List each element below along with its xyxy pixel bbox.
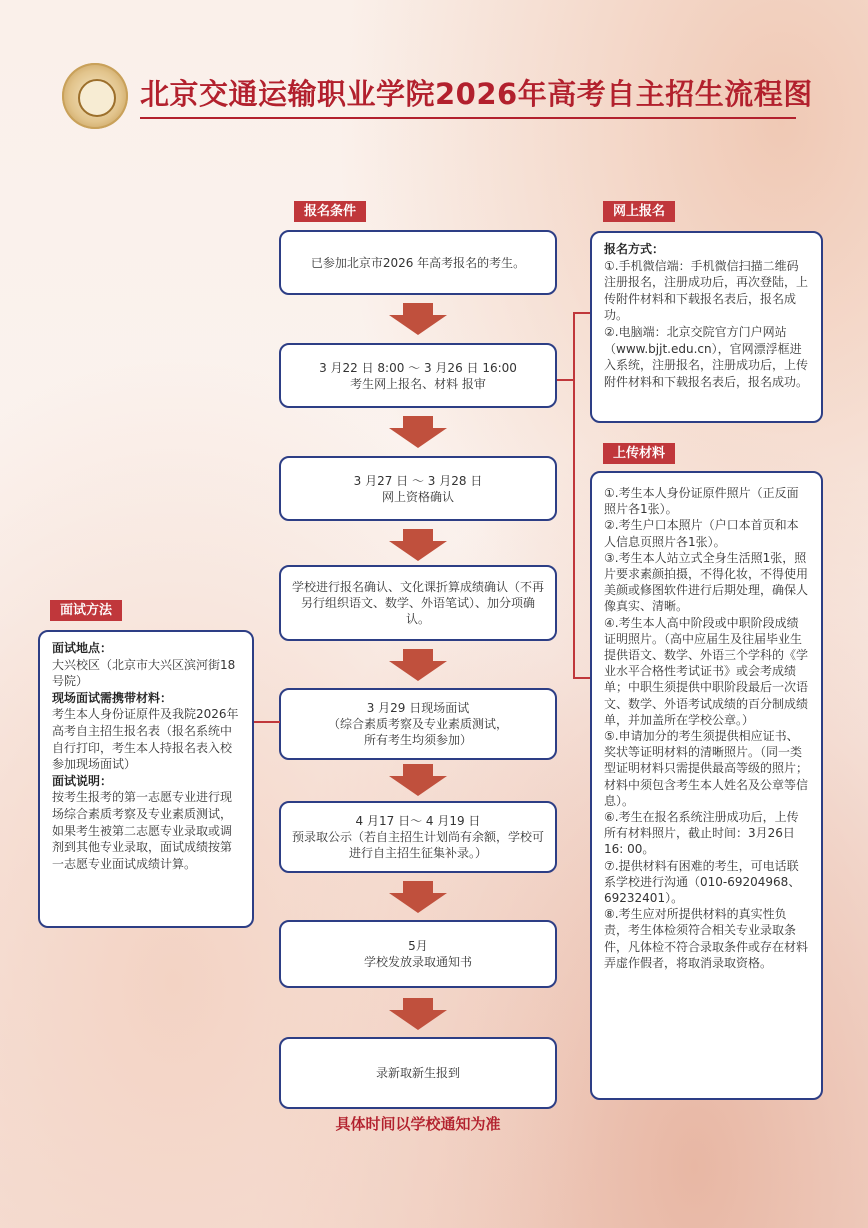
step-7 xyxy=(279,920,557,988)
interview-materials: 考生本人身份证原件及我院2026年高考自主招生报名表（报名系统中自行打印，考生本人持报名表入校参加现场面试） xyxy=(52,707,239,772)
step-7-line-1: 5月 xyxy=(408,939,428,953)
tag-online: 网上报名 xyxy=(603,201,675,222)
interview-notes-heading: 面试说明： xyxy=(52,773,113,788)
step-8 xyxy=(279,1037,557,1109)
step-5-line-3: 所有考生均须参加） xyxy=(363,733,472,747)
step-6 xyxy=(279,801,557,873)
step-4-line-1: 学校进行报名确认、文化课折算成绩确认（不再另行组织语文、数学、外语笔试）、加分项确认。 xyxy=(291,580,544,626)
down-arrow-icon xyxy=(389,764,447,796)
college-logo xyxy=(62,63,128,129)
upload-item-7: ⑦.提供材料有困难的考生，可电话联系学校进行沟通（010-69204968、69232401）。 xyxy=(604,858,801,906)
upload-item-3: ③.考生本人站立式全身生活照1张，照片要求素颜拍摄，不得化妆，不得使用美颜或修图软件进行后期处理，确保人像真实、清晰。 xyxy=(604,550,809,614)
tag-interview: 面试方法 xyxy=(50,600,122,621)
step-2-line-2: 考生网上报名、材料 报审 xyxy=(350,376,486,391)
step-1-line-1: 已参加北京市2026 年高考报名的考生。 xyxy=(310,255,526,270)
upload-item-8: ⑧.考生应对所提供材料的真实性负责，考生体检须符合相关专业录取条件，凡体检不符合录取条件或存在材料弄虚作假者，将取消录取资格。 xyxy=(604,907,809,970)
step-4 xyxy=(279,565,557,641)
step-5-line-2: （综合素质考察及专业素质测试， xyxy=(327,717,508,731)
page-title: 北京交通运输职业学院2026年高考自主招生流程图 xyxy=(140,77,813,111)
tag-upload: 上传材料 xyxy=(603,443,675,464)
connector-upload xyxy=(573,677,591,679)
upload-item-4: ④.考生本人高中阶段或中职阶段成绩证明照片。（高中应届生及往届毕业生提供语文、数学、外语三个学科的《学业水平合格性考试证书》或会考成绩单；中职生须提供中职阶段最后一次语文、数学、外语考试成绩的百分制成绩单，并加盖所在学校公章。） xyxy=(604,615,809,727)
tag-conditions: 报名条件 xyxy=(294,201,366,222)
step-5 xyxy=(279,688,557,760)
upload-item-2: ②.考生户口本照片（户口本首页和本人信息页照片各1张）。 xyxy=(604,518,799,549)
title-divider xyxy=(140,117,796,119)
down-arrow-icon xyxy=(389,881,447,913)
connector-right-vertical xyxy=(573,312,575,678)
step-8-line-1: 录新取新生报到 xyxy=(375,1066,460,1080)
upload-item-5: ⑤.申请加分的考生须提供相应证书、奖状等证明材料的清晰照片。（同一类型证明材料只需提供最高等级的照片；材料中须包含考生本人姓名及公章等信息）。 xyxy=(604,729,809,808)
interview-location: 大兴校区（北京市大兴区滨河街18 号院） xyxy=(52,657,236,689)
step-7-line-2: 学校发放录取通知书 xyxy=(363,955,472,969)
upload-item-6: ⑥.考生在报名系统注册成功后，上传所有材料照片，截止时间：3月26日16: 00。 xyxy=(604,810,799,857)
down-arrow-icon xyxy=(389,649,447,681)
interview-panel xyxy=(38,630,254,928)
online-method-pc: ②.电脑端：北京交院官方门户网站（www.bjjt.edu.cn），官网漂浮框进入系统，注册报名，注册成功后，上传附件材料和下载报名表后，报名成功。 xyxy=(604,324,809,389)
step-3 xyxy=(279,456,557,521)
down-arrow-icon xyxy=(389,416,447,448)
interview-notes: 按考生报考的第一志愿专业进行现场综合素质考察及专业素质测试，如果考生被第二志愿专业录取或调剂到其他专业录取，面试成绩按第一志愿专业面试成绩计算。 xyxy=(52,790,233,871)
down-arrow-icon xyxy=(389,303,447,335)
connector-online xyxy=(573,312,591,314)
online-registration-panel xyxy=(590,231,823,423)
step-5-line-1: 3 月29 日现场面试 xyxy=(366,701,470,715)
connector-interview xyxy=(253,721,280,723)
footer-note: 具体时间以学校通知为准 xyxy=(335,1115,501,1133)
step-1 xyxy=(279,230,557,295)
step-2 xyxy=(279,343,557,408)
step-2-line-1: 3 月22 日 8:00 ～ 3 月26 日 16:00 xyxy=(319,360,517,375)
online-heading: 报名方式： xyxy=(604,242,665,256)
interview-location-heading: 面试地点： xyxy=(52,641,113,655)
down-arrow-icon xyxy=(389,529,447,561)
interview-materials-heading: 现场面试需携带材料： xyxy=(52,690,173,705)
step-3-line-2: 网上资格确认 xyxy=(381,489,454,504)
upload-item-1: ①.考生本人身份证原件照片（正反面照片各1张）。 xyxy=(604,486,799,517)
step-6-line-1: 4 月17 日～ 4 月19 日 xyxy=(355,814,481,828)
upload-materials-panel xyxy=(590,471,823,1100)
online-method-mobile: ①.手机微信端：手机微信扫描二维码注册报名，注册成功后，再次登陆，上传附件材料和下载报名表后，报名成功。 xyxy=(604,258,809,323)
step-3-line-1: 3 月27 日 ～ 3 月28 日 xyxy=(353,473,483,488)
connector-step2 xyxy=(557,379,574,381)
step-6-line-2: 预录取公示（若自主招生计划尚有余额，学校可进行自主招生征集补录。） xyxy=(291,830,544,860)
down-arrow-icon xyxy=(389,998,447,1030)
